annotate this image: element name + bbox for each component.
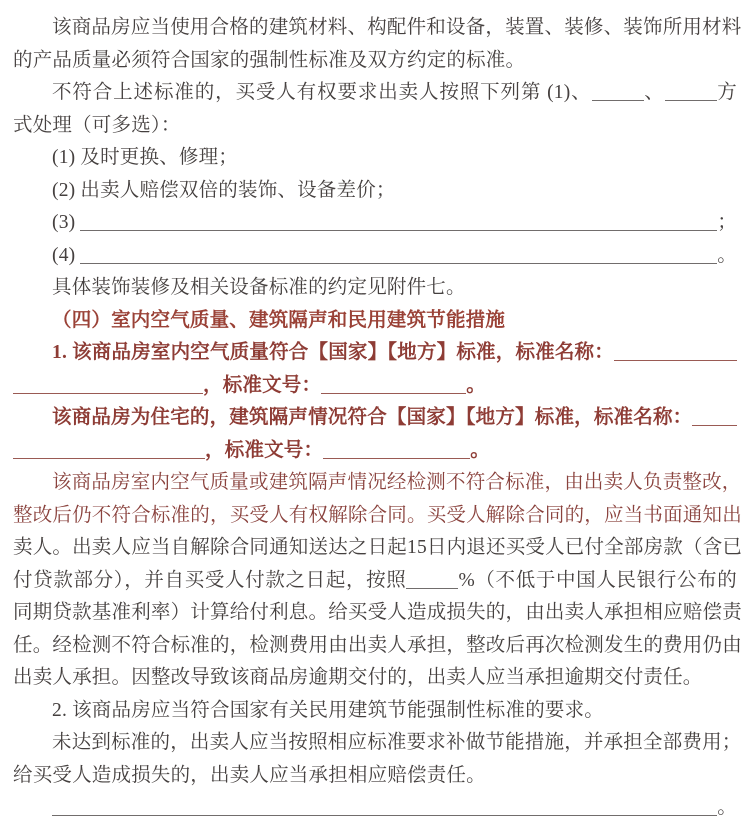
line-materials-quality-1 (13, 12, 742, 45)
text-run: ，标准文号： (205, 439, 324, 461)
blank-field[interactable] (13, 438, 205, 459)
text-run: 给买受人造成损失的，出卖人应当承担相应赔偿责任。 (13, 764, 486, 786)
text-run: 同期贷款基准利率）计算给付利息。给买受人造成损失的，由出卖人承担相应赔偿责 (13, 602, 742, 623)
text-run: ，标准文号： (203, 374, 322, 396)
text-run: (3) (52, 212, 81, 233)
blank-field[interactable] (13, 373, 203, 394)
blank-field[interactable] (406, 568, 458, 589)
text-run: (2) 出卖人赔偿双倍的装饰、设备差价； (52, 179, 396, 201)
line-sound-insulation-1 (13, 402, 737, 435)
text-run: 方 (716, 82, 737, 103)
line-rectification-2 (13, 500, 742, 533)
text-run: 出卖人承担。因整改导致该商品房逾期交付的，出卖人应当承担逾期交付责任。 (13, 667, 703, 688)
blank-field[interactable] (52, 815, 717, 816)
text-run: 、 (643, 82, 665, 103)
line-energy-saving-3 (13, 760, 737, 793)
line-nonconform-remedy-1 (13, 77, 737, 110)
text-run: 。 (717, 244, 737, 266)
line-rectification-6 (13, 630, 742, 663)
text-run: 该商品房室内空气质量或建筑隔声情况经检测不符合标准，由出卖人负责整改， (52, 472, 742, 493)
line-option-3 (13, 207, 737, 240)
text-run: (1) 及时更换、修理； (52, 147, 239, 168)
line-materials-quality-2 (13, 45, 737, 78)
text-run: 1. 该商品房室内空气质量符合【国家】【地方】标准，标准名称： (52, 342, 614, 363)
blank-field[interactable] (80, 263, 717, 264)
text-run: 。 (717, 797, 737, 818)
text-run: 2. 该商品房应当符合国家有关民用建筑节能强制性标准的要求。 (52, 699, 605, 721)
line-air-quality-2 (13, 370, 737, 403)
text-run: 整改后仍不符合标准的，买受人有权解除合同。买受人解除合同的，应当书面通知出 (13, 504, 742, 526)
text-run: 该商品房为住宅的，建筑隔声情况符合【国家】【地方】标准，标准名称： (52, 407, 693, 428)
text-run: （四）室内空气质量、建筑隔声和民用建筑节能措施 (52, 309, 506, 331)
blank-field[interactable] (665, 81, 717, 102)
line-sound-insulation-2 (13, 435, 737, 468)
line-energy-saving-1 (13, 695, 737, 728)
line-trailing-blank (13, 792, 737, 825)
blank-field[interactable] (592, 81, 644, 102)
text-run: (4) (52, 244, 81, 266)
line-rectification-3 (13, 532, 743, 565)
blank-field[interactable] (692, 425, 737, 426)
text-run: 付贷款部分），并自买受人付款之日起，按照 (13, 569, 407, 591)
text-run: 。 (466, 374, 486, 396)
text-run: 任。经检测不符合标准的，检测费用由出卖人承担，整改后再次检测发生的费用仍由 (13, 634, 742, 656)
blank-field[interactable] (323, 438, 470, 459)
text-run: 卖人。出卖人应当自解除合同通知送达之日起15日内退还买受人已付全部房款（含已 (13, 537, 743, 558)
line-section-four-heading (13, 305, 737, 338)
line-option-2 (13, 175, 737, 208)
text-run: %（不低于中国人民银行公布的 (458, 569, 737, 591)
line-option-4 (13, 240, 737, 273)
text-run: 未达到标准的，出卖人应当按照相应标准要求补做节能措施，并承担全部费用； (52, 732, 742, 753)
line-option-1 (13, 142, 737, 175)
text-run: 式处理（可多选）： (13, 114, 181, 136)
text-run: 。 (470, 439, 490, 461)
text-run: 的产品质量必须符合国家的强制性标准及双方约定的标准。 (13, 49, 526, 71)
line-energy-saving-2 (13, 727, 742, 760)
line-annex-seven (13, 272, 737, 305)
line-nonconform-remedy-2 (13, 110, 737, 143)
blank-field[interactable] (80, 230, 717, 231)
line-rectification-5 (13, 597, 742, 630)
line-rectification-7 (13, 662, 737, 695)
line-air-quality-1 (13, 337, 737, 370)
line-rectification-1 (13, 467, 742, 500)
text-run: 具体装饰装修及相关设备标准的约定见附件七。 (52, 277, 466, 298)
text-run: 不符合上述标准的，买受人有权要求出卖人按照下列第 (1)、 (52, 82, 592, 103)
text-run: ； (717, 212, 737, 233)
text-run: 该商品房应当使用合格的建筑材料、构配件和设备，装置、装修、装饰所用材料 (52, 17, 742, 38)
blank-field[interactable] (614, 360, 737, 361)
line-rectification-4 (13, 565, 737, 598)
blank-field[interactable] (321, 373, 466, 394)
